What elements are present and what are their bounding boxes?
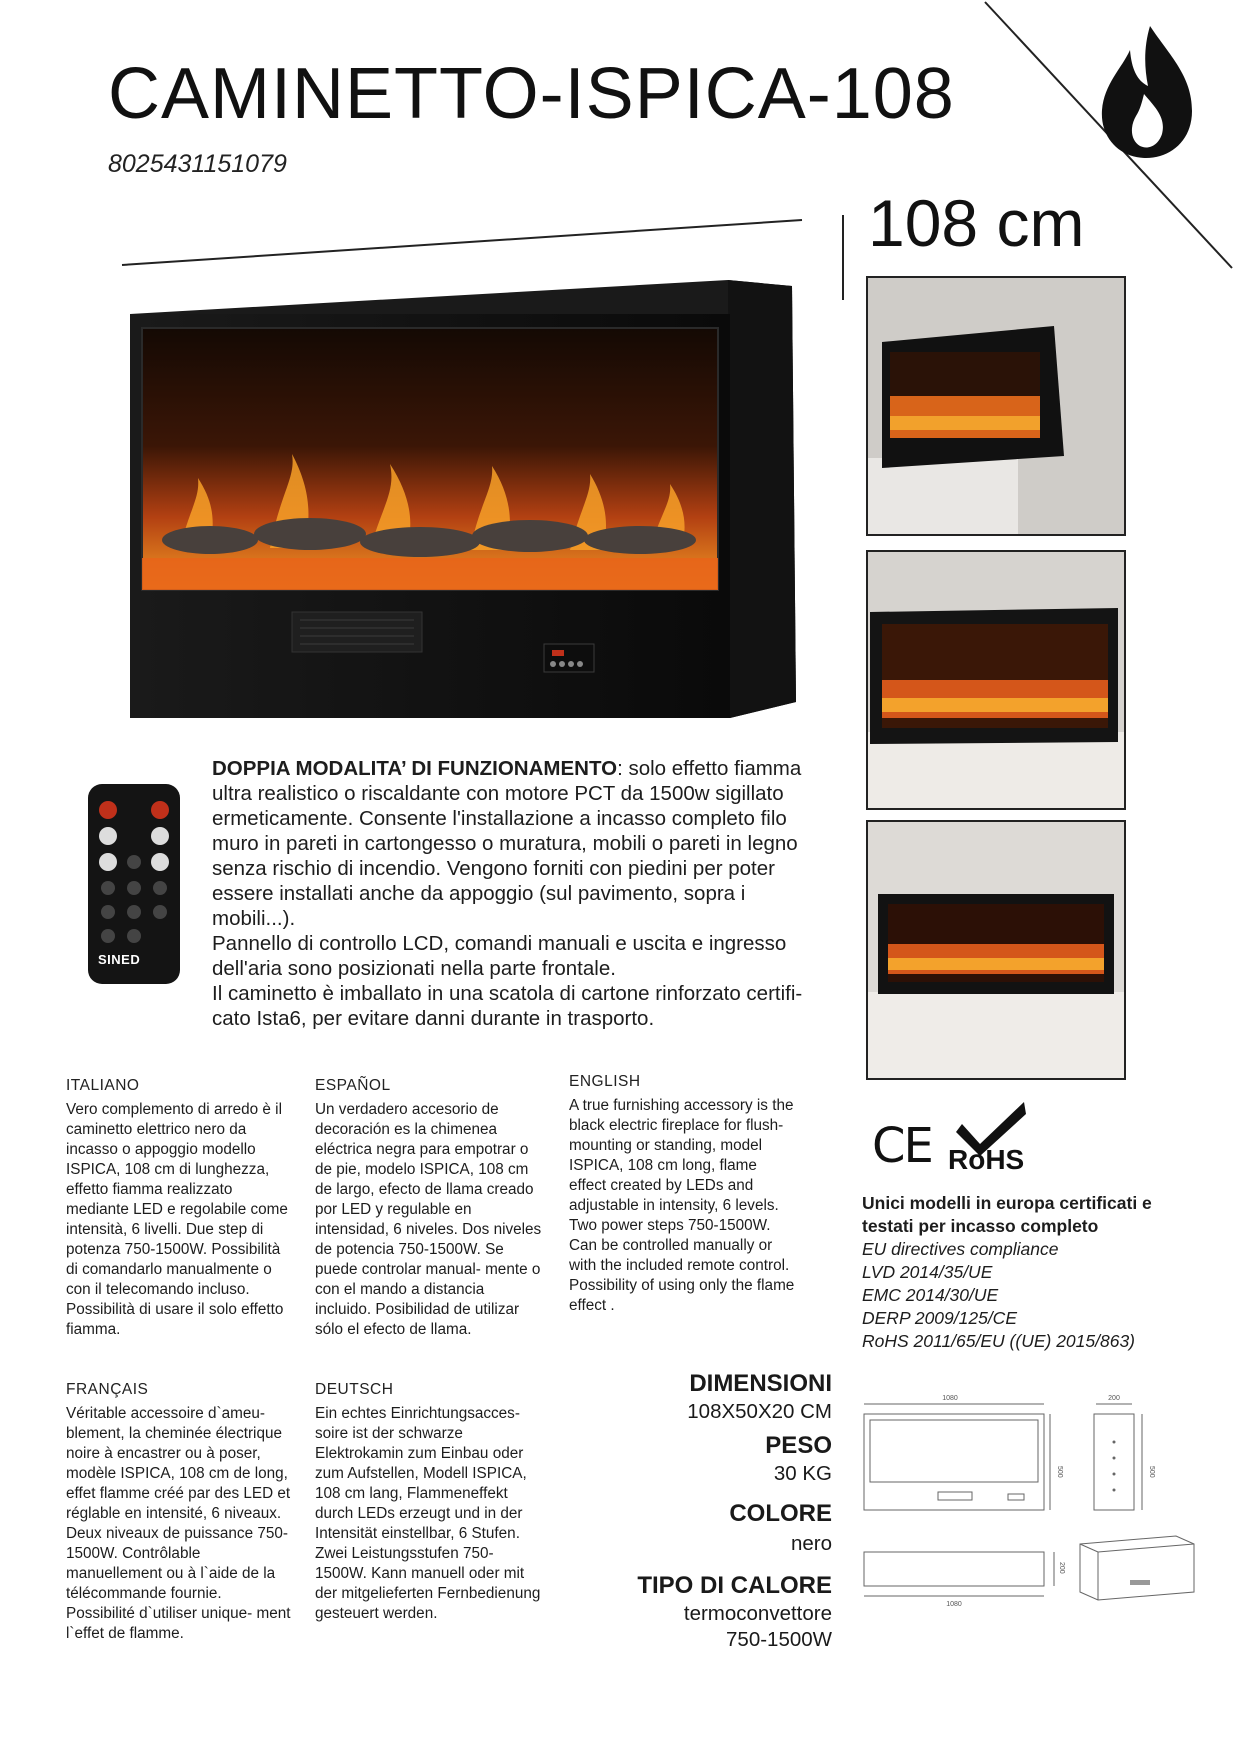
height-dimension: 500 — [1056, 1466, 1063, 1478]
spec-dimensioni-label: DIMENSIONI — [689, 1370, 832, 1397]
lang-heading: ESPAÑOL — [315, 1077, 391, 1094]
spec-peso-label: PESO — [765, 1432, 832, 1459]
lang-text: Ein echtes Einrichtungsacces- soire ist der schwarze Elektrokamin zum Einbau oder zum Aufstellen, Modell ISPICA, 108 cm lang, Flammeneffekt durch LEDs erzeugt und in der Intensität einstellbar, 6 Stufen. Zwei Leistungsstufen 750-1500W. Kann manuell oder mit der mitgelieferten Fernbedienung gesteuert werden. — [315, 1405, 541, 1622]
header-rule — [122, 220, 802, 265]
lang-espanol — [315, 1076, 543, 1340]
lang-text: Un verdadero accesorio de decoración es la chimenea eléctrica negra para empotrar o de pie, modelo ISPICA, 108 cm de largo, efecto de llama creado por LED y regulable en intensidad, 6 niveles. Dos niveles de potencia 750-1500W. Se puede controlar manual- mente o con el mando a distancia incluido. Posibilidad de utilizar sólo el efecto de llama. — [315, 1101, 542, 1338]
feature-description — [212, 756, 817, 1031]
perspective-view — [1080, 1536, 1194, 1600]
remote-brand: SINED — [98, 952, 141, 967]
lang-heading: FRANÇAIS — [66, 1381, 149, 1398]
front-view — [864, 1395, 1063, 1510]
product-photo-1 — [866, 276, 1126, 536]
lock-icon — [151, 801, 169, 819]
rohs-mark-icon: RoHS — [948, 1144, 1025, 1175]
spec-calore-value-2: 750-1500W — [726, 1628, 832, 1651]
top-depth-dimension: 200 — [1058, 1562, 1065, 1574]
product-photo-3 — [866, 820, 1126, 1080]
flame-logo-icon — [1102, 26, 1192, 158]
cert-rohs: RoHS 2011/65/EU ((UE) 2015/863) — [862, 1331, 1136, 1351]
lang-francais — [66, 1380, 294, 1644]
cert-lvd: LVD 2014/35/UE — [862, 1262, 993, 1282]
lang-english — [569, 1072, 797, 1316]
lang-text: Véritable accessoire d`ameu- blement, la cheminée électrique noire à encastrer ou à poser, modèle ISPICA, 108 cm de long, effet flamme créé par des LED et réglable en intensité, 6 niveaux. Deux niveaux de puissance 750-1500W. Contrôlable manuellement ou à l`aide de la télécommande fournie. Possibilité d`utiliser unique- ment l`effet de flamme. — [66, 1405, 291, 1642]
depth-dimension: 200 — [1108, 1395, 1120, 1402]
spec-calore-value-1: termoconvettore — [683, 1602, 832, 1625]
lang-heading: DEUTSCH — [315, 1381, 394, 1398]
lang-text: A true furnishing accessory is the black electric fireplace for flush-mounting or standing, model ISPICA, 108 cm long, flame effect created by LEDs and adjustable in intensity, 6 levels. Two power steps 750-1500W. Can be controlled manually or with the included remote control. Possibility of using only the flame effect . — [569, 1097, 795, 1314]
top-width-dimension: 1080 — [946, 1601, 962, 1608]
lang-deutsch — [315, 1380, 543, 1624]
spec-peso-value: 30 KG — [773, 1462, 832, 1485]
width-dimension: 1080 — [942, 1395, 958, 1402]
ean-code: 8025431151079 — [108, 150, 287, 178]
spec-colore-value: nero — [790, 1532, 832, 1555]
cert-emc: EMC 2014/30/UE — [862, 1285, 999, 1305]
certification-block — [862, 1192, 1192, 1353]
ce-mark-icon: CE — [872, 1118, 932, 1174]
feature-heading: DOPPIA MODALITA’ DI FUNZIONAMENTO — [212, 757, 618, 780]
lang-italiano — [66, 1076, 294, 1340]
feature-text-3: Il caminetto è imballato in una scatola di cartone rinforzato certifi- cato Ista6, per evitare danni durante in trasporto. — [212, 982, 803, 1030]
technical-drawing — [858, 1386, 1208, 1614]
feature-text-2: Pannello di controllo LCD, comandi manuali e uscita e ingresso dell'aria sono posizionati nella parte frontale. — [212, 932, 787, 980]
cert-marks — [868, 1112, 1088, 1182]
lang-text: Vero complemento di arredo è il caminetto elettrico nero da incasso o appoggio modello ISPICA, 108 cm di lunghezza, effetto fiamma realizzato mediante LED e regolabile come intensità, 6 livelli. Due step di potenza 750-1500W. Possibilità di comandarlo manualmente o con il telecomando incluso. Possibilità di usare il solo effetto fiamma. — [66, 1101, 288, 1338]
lang-heading: ENGLISH — [569, 1073, 641, 1090]
cert-derp: DERP 2009/125/CE — [862, 1308, 1017, 1328]
spec-dimensioni-value: 108X50X20 CM — [687, 1400, 832, 1423]
lang-heading: ITALIANO — [66, 1077, 140, 1094]
cert-heading: Unici modelli in europa certificati e testati per incasso completo — [862, 1193, 1152, 1236]
side-view — [1094, 1395, 1155, 1510]
side-height-dimension: 500 — [1148, 1466, 1155, 1478]
size-label: 108 cm — [868, 186, 1085, 260]
spec-colore-label: COLORE — [729, 1500, 832, 1527]
power-icon — [99, 801, 117, 819]
main-product-image — [120, 278, 798, 730]
cert-compliance: EU directives compliance — [862, 1239, 1059, 1259]
spec-calore-label: TIPO DI CALORE — [637, 1572, 832, 1599]
top-view — [864, 1552, 1065, 1608]
page-title: CAMINETTO-ISPICA-108 — [108, 54, 955, 134]
product-photo-2 — [866, 550, 1126, 810]
feature-text-1: : solo effetto fiamma ultra realistico o riscaldante con motore PCT da 1500w sigillato ermeticamente. Consente l'installazione a incasso completo filo muro in pareti in cartongesso o muratura, mobili o pareti in legno senza rischio di incendio. Vengono forniti con piedini per poter essere installati anche da appoggio (sul pavimento, sopra i mobili...). — [212, 757, 802, 930]
remote-control-image — [88, 784, 180, 984]
